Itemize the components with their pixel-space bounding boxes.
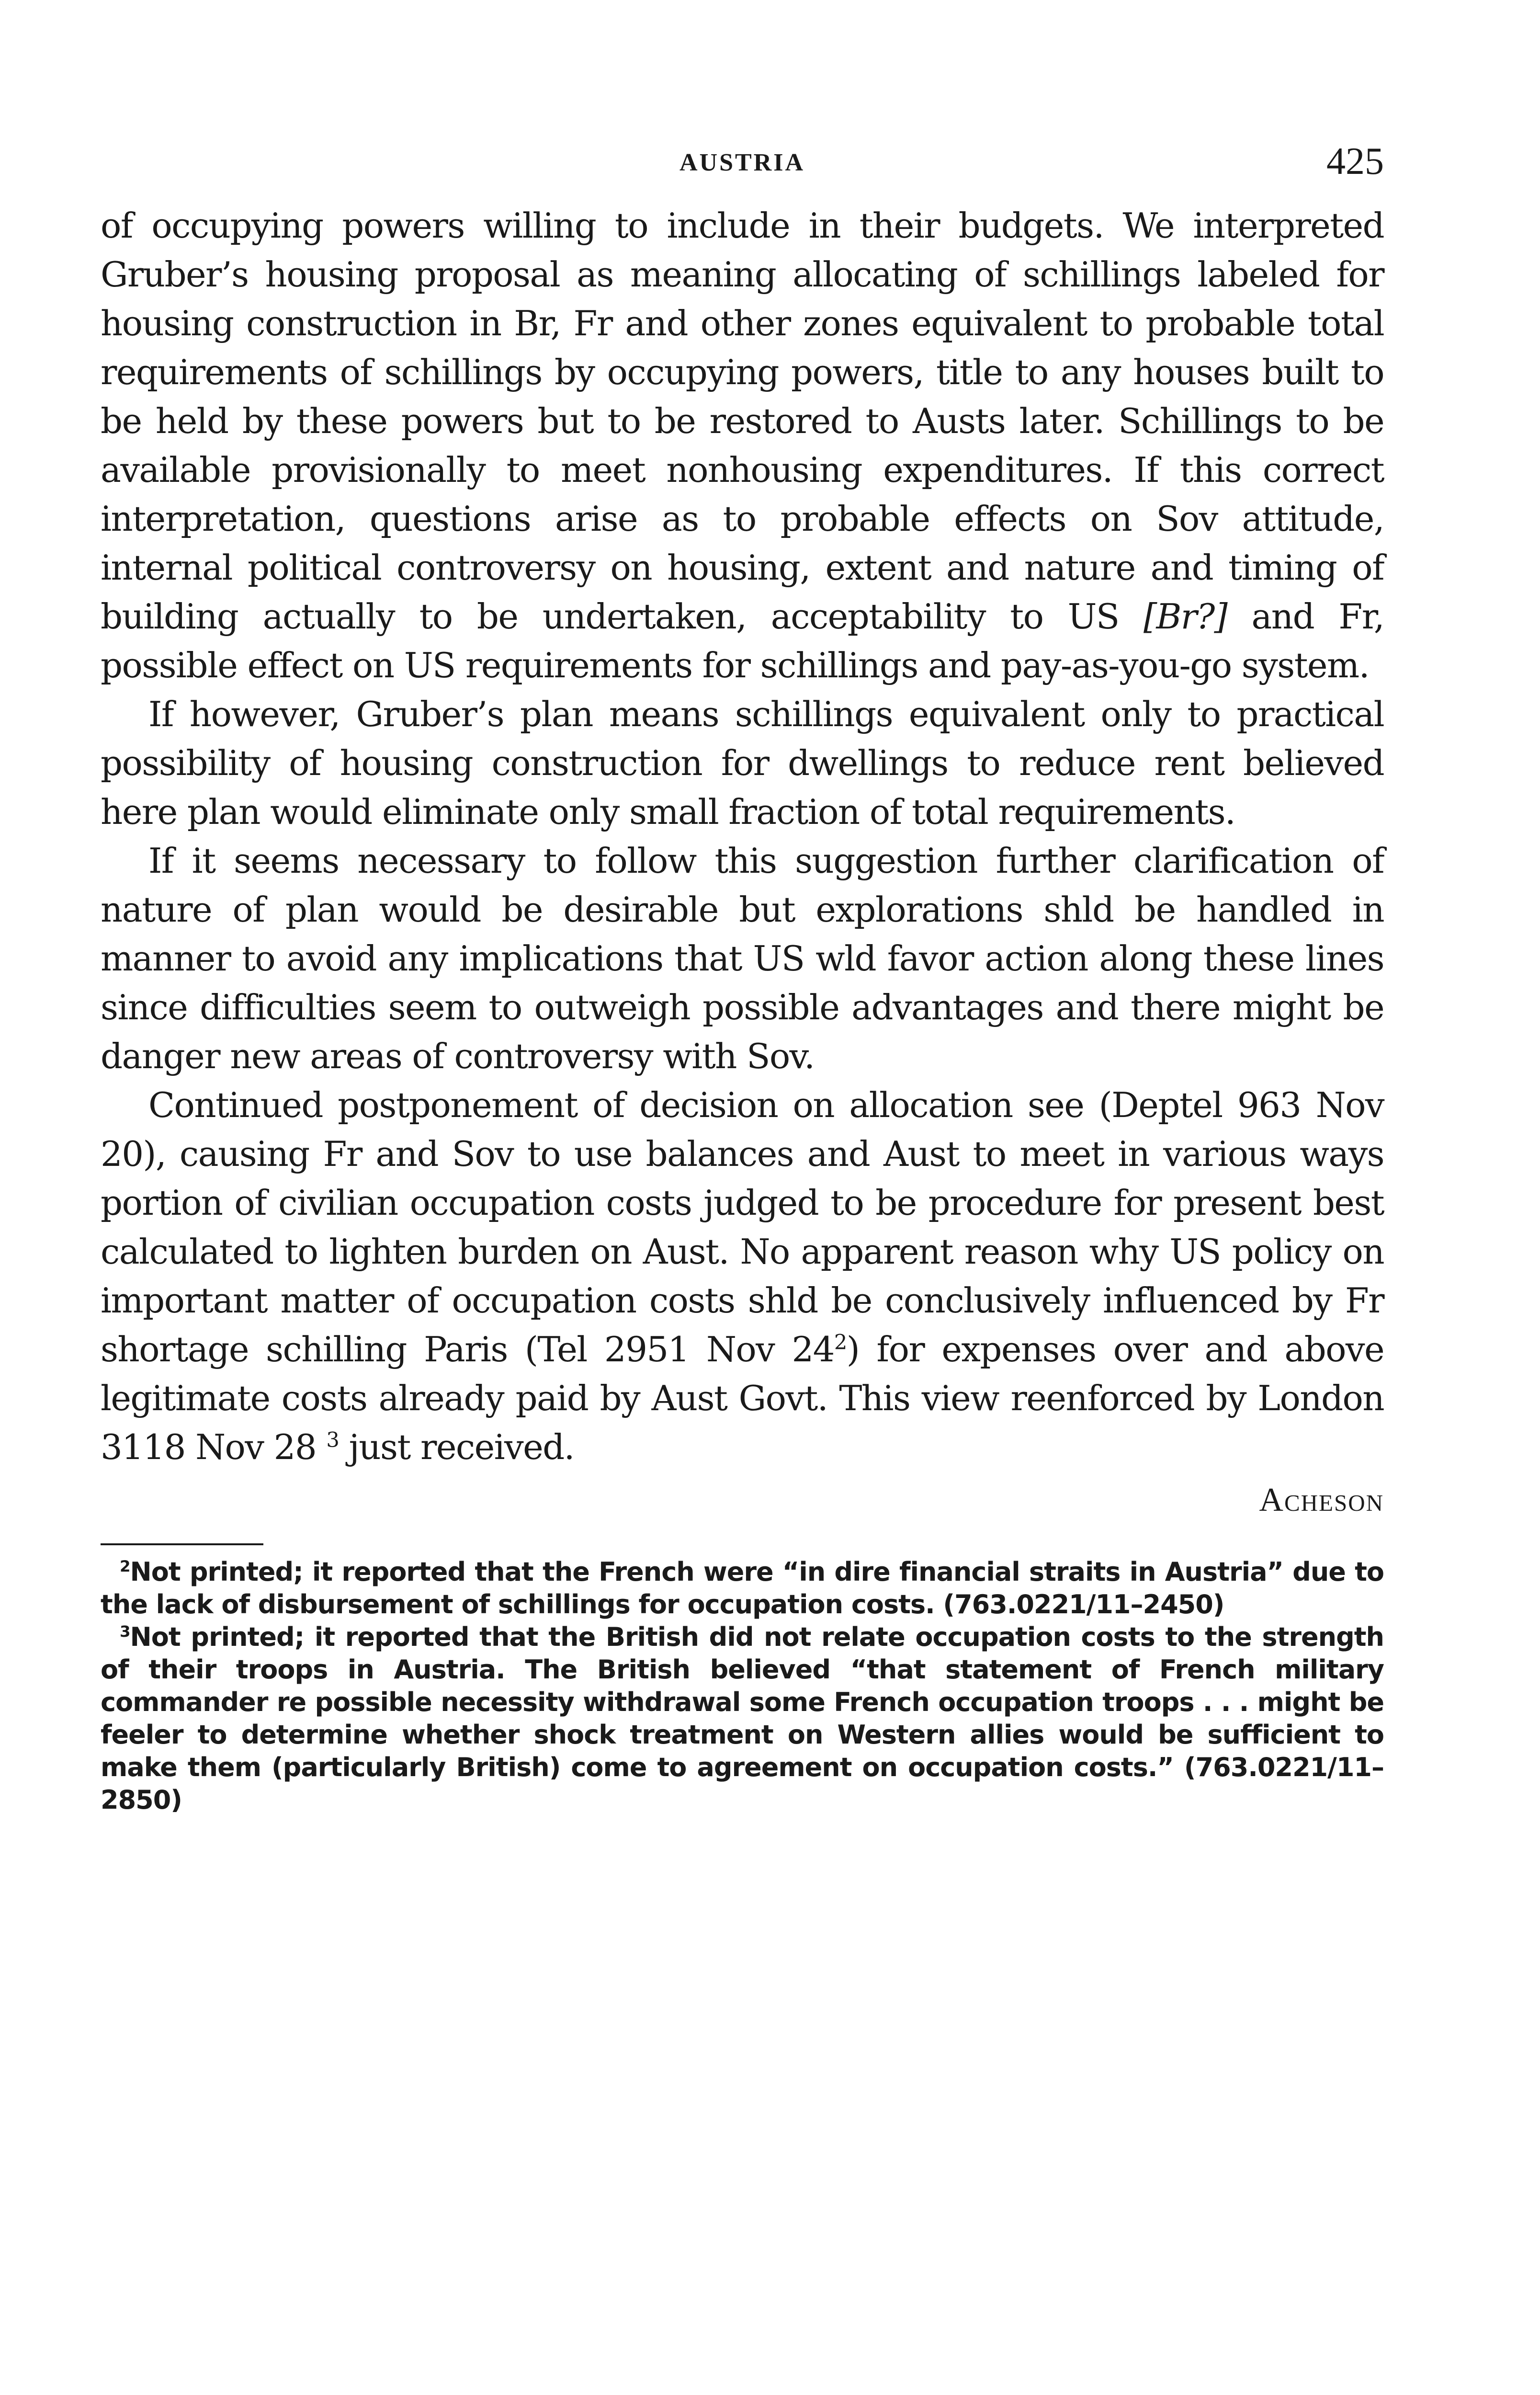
paragraph-1-text: of occupying powers willing to include in their budgets. We interpreted Gruber’s housing proposal as meaning allocating of schillings labeled for housing construction in Br, Fr and other zones equivalent to probable total requirements of schillings by occupying powers, title to any houses built to be held by these powers but to be restored to Austs later. Schillings to be available provisionally to meet nonhousing expenditures. If this correct interpretation, questions arise as to probable effects on Sov attitude, internal political controversy on housing, extent and nature and timing of building actually to be undertaken, acceptability to US	[101, 205, 1384, 637]
paragraph-4-text-b: ) for expenses over and above legitimate costs already paid by Aust Govt. This view reenforced by London 3118 Nov 28	[101, 1329, 1384, 1467]
footnote-ref-2: 2	[834, 1331, 847, 1355]
footnote-ref-3: 3	[326, 1428, 339, 1452]
document-page	[101, 140, 1384, 1816]
bracket-note: [Br?]	[1143, 596, 1227, 637]
paragraph-4-text-c: just received.	[349, 1427, 574, 1467]
footnote-3	[101, 1621, 1384, 1816]
footnote-2-text: Not printed; it reported that the French were “in dire financial straits in Austria” due to the lack of disbursement of schillings for occupation costs. (763.0221/11–2450)	[101, 1557, 1384, 1619]
paragraph-4-text-a: Continued postponement of decision on allocation see (Deptel 963 Nov 20), causing Fr and Sov to use balances and Aust to meet in various ways portion of civilian occupation costs judged to be procedure for present best calculated to lighten burden on Aust. No apparent reason why US policy on important matter of occupation costs shld be conclusively influenced by Fr shortage schilling Paris (Tel 2951 Nov 24	[101, 1085, 1384, 1369]
paragraph-3: If it seems necessary to follow this suggestion further clarification of nature of plan would be desirable but explorations shld be handled in manner to avoid any implications that US wld favor action along these lines since difficulties seem to outweigh possible advantages and there might be danger new areas of controversy with Sov.	[101, 841, 1384, 1076]
signature: Acheson	[1259, 1482, 1384, 1518]
paragraph-4	[101, 1081, 1384, 1471]
footnote-3-text: Not printed; it reported that the British did not relate occupation costs to the strength of their troops in Austria. The British believed “that statement of French military commander re possible necessity withdrawal some French occupation troops . . . might be feeler to determine whether shock treatment on Western allies would be sufficient to make them (particularly British) come to agreement on occupation costs.” (763.0221/11–2850)	[101, 1622, 1384, 1815]
footnotes	[101, 1556, 1384, 1816]
page-header	[101, 140, 1384, 201]
paragraph-1-end: and Fr, possible effect on US requirements for schillings and pay-as-you-go system.	[101, 596, 1384, 685]
footnote-2	[101, 1556, 1384, 1621]
running-head: AUSTRIA	[679, 149, 805, 176]
page-number: 425	[1326, 140, 1384, 182]
footnote-divider	[101, 1543, 263, 1545]
paragraph-2: If however, Gruber’s plan means schillings equivalent only to practical possibility of housing construction for dwellings to reduce rent believed here plan would eliminate only small fraction of total requirements.	[101, 694, 1384, 832]
telegram-body	[101, 201, 1384, 1471]
paragraph-1	[101, 201, 1384, 690]
footnote-3-marker: 3	[120, 1622, 130, 1641]
footnote-2-marker: 2	[120, 1557, 130, 1575]
